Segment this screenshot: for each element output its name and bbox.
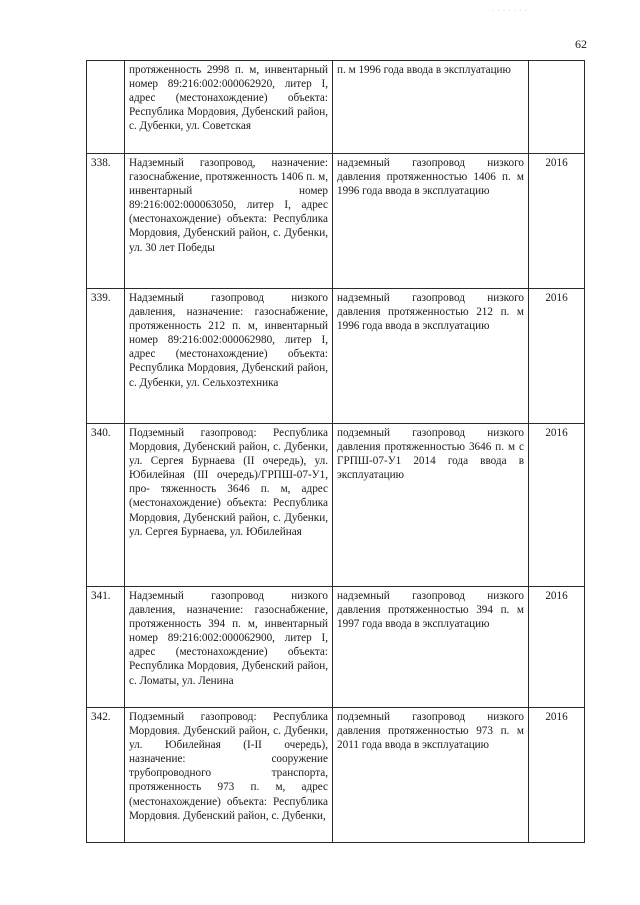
object-description: п. м 1996 года ввода в эксплуатацию [333, 61, 529, 154]
row-number: 342. [87, 708, 125, 843]
object-description: надземный газопровод низкого давления протяженностью 212 п. м 1996 года ввода в эксплуатацию [333, 289, 529, 424]
table-row-341 [87, 587, 585, 708]
object-name: Надземный газопровод низкого давления, назначение: газоснабжение, протяженность 394 п. м, инвентарный номер 89:216:002:000062900, литер I, адрес (местонахождение) объекта: Республика Мордовия, Дубенский район, с. Ломаты, ул. Ленина [125, 587, 333, 708]
property-table [86, 60, 585, 843]
row-number: 339. [87, 289, 125, 424]
year: 2016 [529, 289, 585, 424]
object-name: Надземный газопровод низкого давления, назначение: газоснабжение, протяженность 212 п. м, инвентарный номер 89:216:002:000062980, литер I, адрес (местонахождение) объекта: Республика Мордовия, Дубенский район, с. Дубенки, ул. Сельхозтехника [125, 289, 333, 424]
year: 2016 [529, 154, 585, 289]
page-number: 62 [575, 37, 587, 51]
object-name: Подземный газопровод: Республика Мордовия. Дубенский район, с. Дубенки, ул. Юбилейная (I-II очередь), назначение: сооружение трубопроводного транспорта, протяженность 973 п. м, адрес (местонахождение) объекта: Республика Мордовия. Дубенский район, с. Дубенки, [125, 708, 333, 843]
scan-artifact: · · · · · · · [492, 8, 528, 14]
table-row-338 [87, 154, 585, 289]
object-description: надземный газопровод низкого давления протяженностью 1406 п. м 1996 года ввода в эксплуатацию [333, 154, 529, 289]
table-row-342 [87, 708, 585, 843]
object-description: подземный газопровод низкого давления протяженностью 3646 п. м с ГРПШ-07-У1 2014 года ввода в эксплуатацию [333, 424, 529, 587]
row-number: 341. [87, 587, 125, 708]
year: 2016 [529, 424, 585, 587]
row-number: 338. [87, 154, 125, 289]
table-row-340 [87, 424, 585, 587]
row-number: 340. [87, 424, 125, 587]
row-number [87, 61, 125, 154]
object-name: протяженность 2998 п. м, инвентарный номер 89:216:002:000062920, литер I, адрес (местонахождение) объекта: Республика Мордовия, Дубенский район, с. Дубенки, ул. Советская [125, 61, 333, 154]
object-name: Подземный газопровод: Республика Мордовия, Дубенский район, с. Дубенки, ул. Сергея Бурнаева (II очередь), ул. Юбилейная (III очередь)/ГРПШ-07-У1, про- тяженность 3646 п. м, адрес (местонахождение) объекта: Республика Мордовия, Дубенский район, с. Дубенки, ул. Сергея Бурнаева, ул. Юбилейная [125, 424, 333, 587]
object-name: Надземный газопровод, назначение: газоснабжение, протяженность 1406 п. м, инвентарный номер 89:216:002:000063050, литер I, адрес (местонахождение) объекта: Республика Мордовия, Дубенский район, с. Дубенки, ул. 30 лет Победы [125, 154, 333, 289]
table-row-339 [87, 289, 585, 424]
year: 2016 [529, 587, 585, 708]
object-description: надземный газопровод низкого давления протяженностью 394 п. м 1997 года ввода в эксплуатацию [333, 587, 529, 708]
table-row-continuation [87, 61, 585, 154]
object-description: подземный газопровод низкого давления протяженностью 973 п. м 2011 года ввода в эксплуатацию [333, 708, 529, 843]
year: 2016 [529, 708, 585, 843]
year [529, 61, 585, 154]
